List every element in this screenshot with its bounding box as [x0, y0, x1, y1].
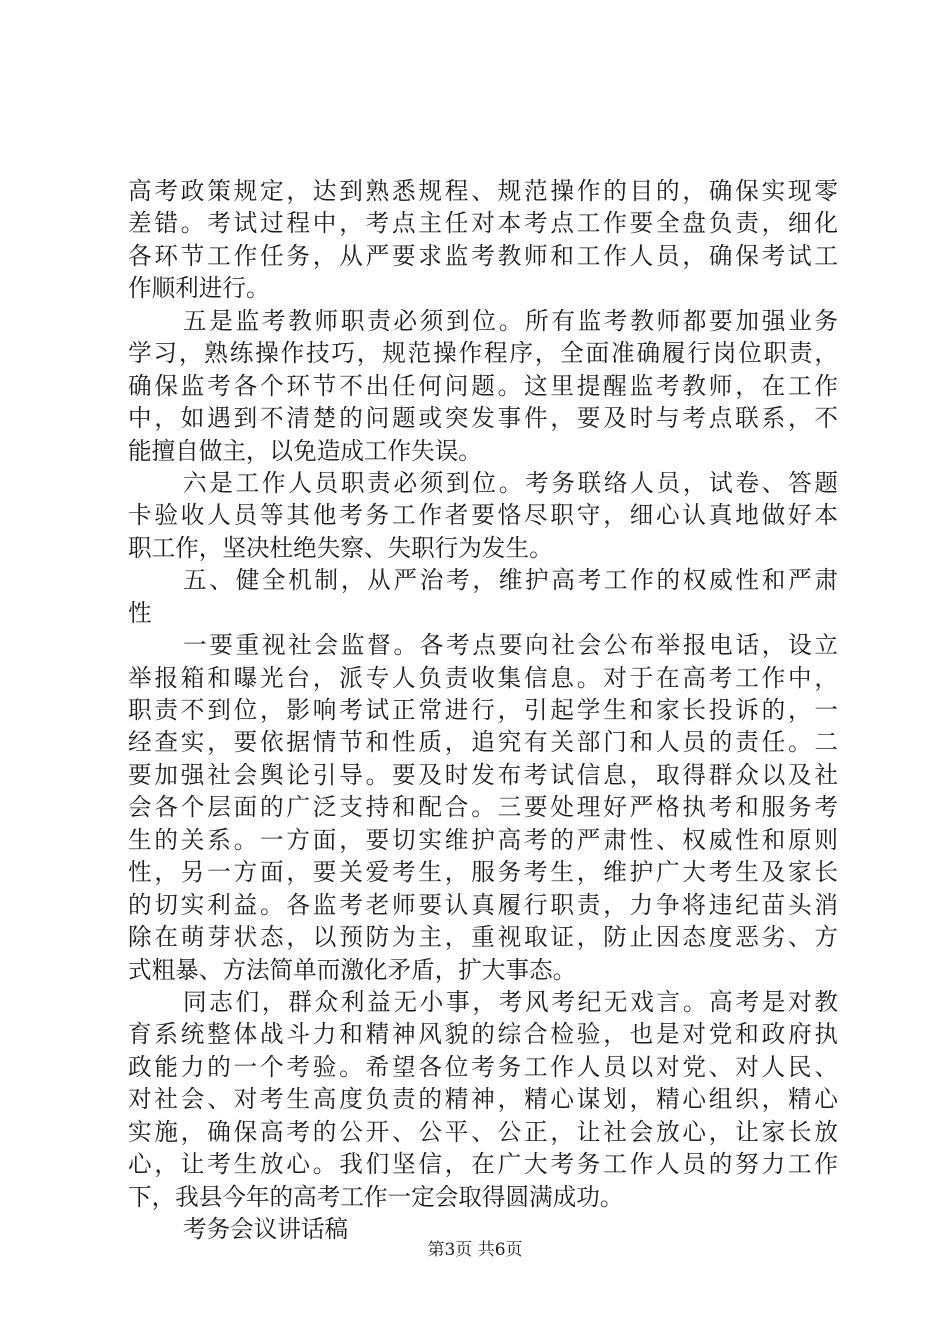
text-line: 下，我县今年的高考工作一定会取得圆满成功。: [128, 1182, 624, 1211]
text-line: 同志们，群众利益无小事，考风考纪无戏言。高考是对教: [183, 987, 838, 1016]
text-line: 各环节工作任务，从严要求监考教师和工作人员，确保考试工: [128, 241, 838, 270]
text-line: 六是工作人员职责必须到位。考务联络人员，试卷、答题: [183, 468, 838, 497]
text-line: 职工作，坚决杜绝失察、失职行为发生。: [128, 533, 553, 562]
text-line: 学习，熟练操作技巧，规范操作程序，全面准确履行岗位职责，: [128, 339, 838, 368]
text-line: 一要重视社会监督。各考点要向社会公布举报电话，设立: [183, 631, 838, 660]
text-line: 考务会议讲话稿: [183, 1215, 349, 1243]
text-line: 经查实，要依据情节和性质，追究有关部门和人员的责任。二: [128, 728, 838, 757]
text-line: 作顺利进行。: [128, 274, 270, 303]
text-line: 生的关系。一方面，要切实维护高考的严肃性、权威性和原则: [128, 825, 838, 854]
text-line: 卡验收人员等其他考务工作者要恪尽职守，细心认真地做好本: [128, 501, 838, 530]
text-line: 高考政策规定，达到熟悉规程、规范操作的目的，确保实现零: [128, 177, 838, 205]
text-line: 确保监考各个环节不出任何问题。这里提醒监考教师，在工作: [128, 371, 838, 400]
text-line: 性，另一方面，要关爱考生，服务考生，维护广大考生及家长: [128, 858, 838, 887]
text-line: 要加强社会舆论引导。要及时发布考试信息，取得群众以及社: [128, 760, 838, 789]
text-line: 实施，确保高考的公开、公平、公正，让社会放心，让家长放: [128, 1117, 838, 1146]
text-line: 的切实利益。各监考老师要认真履行职责，力争将违纪苗头消: [128, 890, 838, 919]
text-line: 政能力的一个考验。希望各位考务工作人员以对党、对人民、: [128, 1052, 838, 1081]
text-line: 除在萌芽状态，以预防为主，重视取证，防止因态度恶劣、方: [128, 923, 838, 952]
text-line: 心，让考生放心。我们坚信，在广大考务工作人员的努力工作: [128, 1150, 838, 1179]
text-line: 职责不到位，影响考试正常进行，引起学生和家长投诉的，一: [128, 696, 838, 724]
text-line: 能擅自做主，以免造成工作失误。: [128, 436, 482, 465]
text-line: 差错。考试过程中，考点主任对本考点工作要全盘负责，细化: [128, 209, 838, 238]
text-line: 中，如遇到不清楚的问题或突发事件，要及时与考点联系，不: [128, 404, 838, 433]
body-text: [128, 175, 838, 1245]
text-line: 会各个层面的广泛支持和配合。三要处理好严格执考和服务考: [128, 793, 838, 822]
text-line: 对社会、对考生高度负责的精神，精心谋划，精心组织，精心: [128, 1085, 838, 1114]
text-line: 性: [128, 598, 152, 627]
text-line: 式粗暴、方法简单而激化矛盾，扩大事态。: [128, 955, 577, 984]
text-line: 举报箱和曝光台，派专人负责收集信息。对于在高考工作中，: [128, 663, 838, 692]
page-footer: 第3页 共6页: [427, 1240, 523, 1260]
text-line: 育系统整体战斗力和精神风貌的综合检验，也是对党和政府执: [128, 1020, 838, 1049]
text-line: 五、健全机制，从严治考，维护高考工作的权威性和严肃: [183, 566, 838, 595]
text-line: 五是监考教师职责必须到位。所有监考教师都要加强业务: [183, 306, 838, 335]
